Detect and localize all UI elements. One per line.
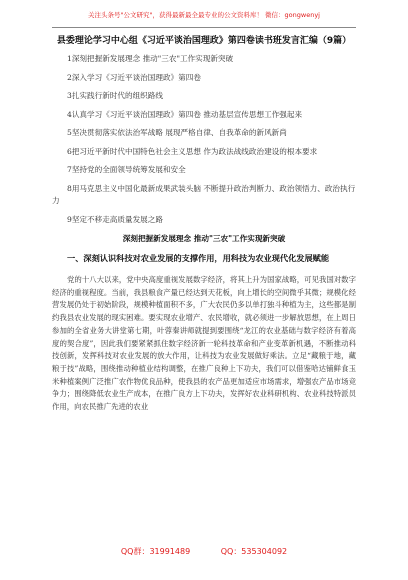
toc-item: 6把习近平新时代中国特色社会主义思想 作为政法战线政治建设的根本要求 [67,146,318,156]
document-content [52,34,356,414]
document-title: 县委理论学习中心组《习近平谈治国理政》第四卷读书班发言汇编（9篇） [56,36,352,46]
toc-item: 8用马克思主义中国化最新成果武装头脑 不断提升政治判断力、政治领悟力、政治执行力 [52,183,356,205]
contact-footer [0,546,408,557]
qq-group-text: QQ群：31991489 [120,547,191,556]
qq-contact-text: QQ：535304092 [220,547,288,556]
table-of-contents [52,53,356,226]
toc-item: 4认真学习《习近平谈治国理政》第四卷 推动基层宣传思想工作强起来 [67,109,303,119]
section-heading: 深刻把握新发展理念 推动"三农"工作实现新突破 [122,234,286,243]
toc-item: 5坚决贯彻落实依法治军战略 展现严格自律、自我革命的新风新尚 [67,128,287,137]
sub-heading: 一、深刻认识科技对农业发展的支撑作用，用科技为农业现代化发展赋能 [67,253,330,263]
header-divider [52,27,356,28]
toc-item: 1深刻把握新发展理念 推动"三农"工作实现新突破 [67,54,234,63]
toc-item: 9坚定不移走高质量发展之路 [67,214,163,224]
body-paragraph: 党的十八大以来，党中央高度重视发展数字经济，将其上升为国家战略，可见我国对数字经济的重视程度。当前，我县粮食产量已经达到天花板，向上增长的空间微乎其微；规模化经营发展仍处于初始阶段，规模种植面积不多，广大农民仍多以单打独斗种植为主，这些都是制约我县农业发展的现实困难。要实现农业增产、农民增收，就必须进一步解放思想，在上周日参加的全省业务大讲堂第七期，叶蓉秦讲师就提到要围绕“龙江的农业基础与数字经济有着高度的契合度”，因此我们要紧紧抓住数字经济新一轮科技革命和产业变革新机遇，不断推动科技创新，发挥科技对农业发展的放大作用，让科技为农业发展做好乘法。立足“藏粮于地，藏粮于技”战略，围绕推动种植业结构调整，在推广良种上下功夫，我们可以借鉴哈达铺鲜食玉米种植案例广泛推广农作物优良品种，使我县的农产品更加适应市场需求，增强农产品市场竞争力；围绕降低农业生产成本，在推广良方上下功夫，发挥好农业科研机构、农业科技特派员作用，向农民推广先进的农业 [52,275,356,412]
toc-item: 7坚持党的全面领导统筹发展和安全 [67,165,186,174]
toc-item: 3扎实践行新时代的组织路线 [67,91,163,100]
promo-header: 关注头条号"公文研究"，获得最新最全最专业的公文资料库！ 微信：gongwenyj [88,11,320,19]
toc-item: 2深入学习《习近平谈治国理政》第四卷 [67,72,201,82]
